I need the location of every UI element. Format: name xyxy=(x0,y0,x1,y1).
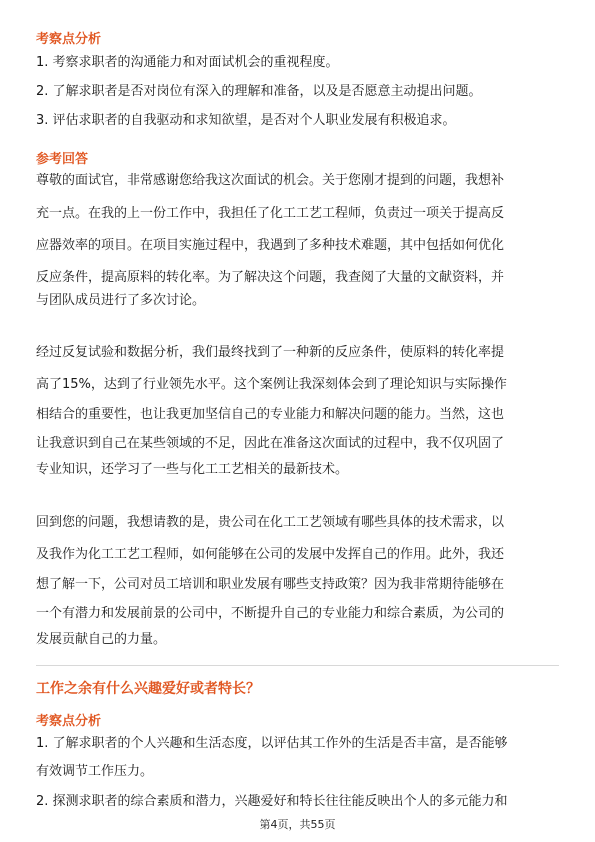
section-divider xyxy=(36,665,559,666)
page-number: 第4页，共55页 xyxy=(259,818,336,831)
answer-line: 让我意识到自己在某些领域的不足，因此在准备这次面试的过程中，我不仅巩固了 xyxy=(36,436,505,451)
analysis-item: 3. 评估求职者的自我驱动和求知欲望，是否对个人职业发展有积极追求。 xyxy=(36,113,456,128)
answer-line: 充一点。在我的上一份工作中，我担任了化工工艺工程师，负责过一项关于提高反 xyxy=(36,206,505,221)
answer-line: 及我作为化工工艺工程师，如何能够在公司的发展中发挥自己的作用。此外，我还 xyxy=(36,547,505,562)
analysis-item: 有效调节工作压力。 xyxy=(36,764,154,779)
answer-line: 应器效率的项目。在项目实施过程中，我遇到了多种技术难题，其中包括如何优化 xyxy=(36,238,505,253)
analysis-item: 1. 了解求职者的个人兴趣和生活态度，以评估其工作外的生活是否丰富，是否能够 xyxy=(36,736,508,751)
analysis-heading: 考察点分析 xyxy=(36,714,102,729)
answer-line: 一个有潜力和发展前景的公司中，不断提升自己的专业能力和综合素质，为公司的 xyxy=(36,606,505,621)
answer-line: 尊敬的面试官，非常感谢您给我这次面试的机会。关于您刚才提到的问题，我想补 xyxy=(36,173,505,188)
answer-line: 高了15%，达到了行业领先水平。这个案例让我深刻体会到了理论知识与实际操作 xyxy=(36,377,507,392)
analysis-item: 2. 了解求职者是否对岗位有深入的理解和准备，以及是否愿意主动提出问题。 xyxy=(36,84,482,99)
answer-line: 想了解一下，公司对员工培训和职业发展有哪些支持政策？因为我非常期待能够在 xyxy=(36,577,505,592)
answer-line: 专业知识，还学习了一些与化工工艺相关的最新技术。 xyxy=(36,462,349,477)
answer-heading: 参考回答 xyxy=(36,152,89,167)
answer-line: 发展贡献自己的力量。 xyxy=(36,632,167,647)
question-title: 工作之余有什么兴趣爱好或者特长？ xyxy=(36,681,260,697)
answer-line: 反应条件，提高原料的转化率。为了解决这个问题，我查阅了大量的文献资料，并 xyxy=(36,270,505,285)
answer-line: 经过反复试验和数据分析，我们最终找到了一种新的反应条件，使原料的转化率提 xyxy=(36,345,505,360)
answer-line: 与团队成员进行了多次讨论。 xyxy=(36,293,206,308)
answer-line: 回到您的问题，我想请教的是，贵公司在化工工艺领域有哪些具体的技术需求，以 xyxy=(36,515,505,530)
analysis-heading: 考察点分析 xyxy=(36,32,102,47)
analysis-item: 2. 探测求职者的综合素质和潜力，兴趣爱好和特长往往能反映出个人的多元能力和 xyxy=(36,794,508,809)
answer-line: 相结合的重要性，也让我更加坚信自己的专业能力和解决问题的能力。当然，这也 xyxy=(36,407,505,422)
analysis-item: 1. 考察求职者的沟通能力和对面试机会的重视程度。 xyxy=(36,55,339,70)
